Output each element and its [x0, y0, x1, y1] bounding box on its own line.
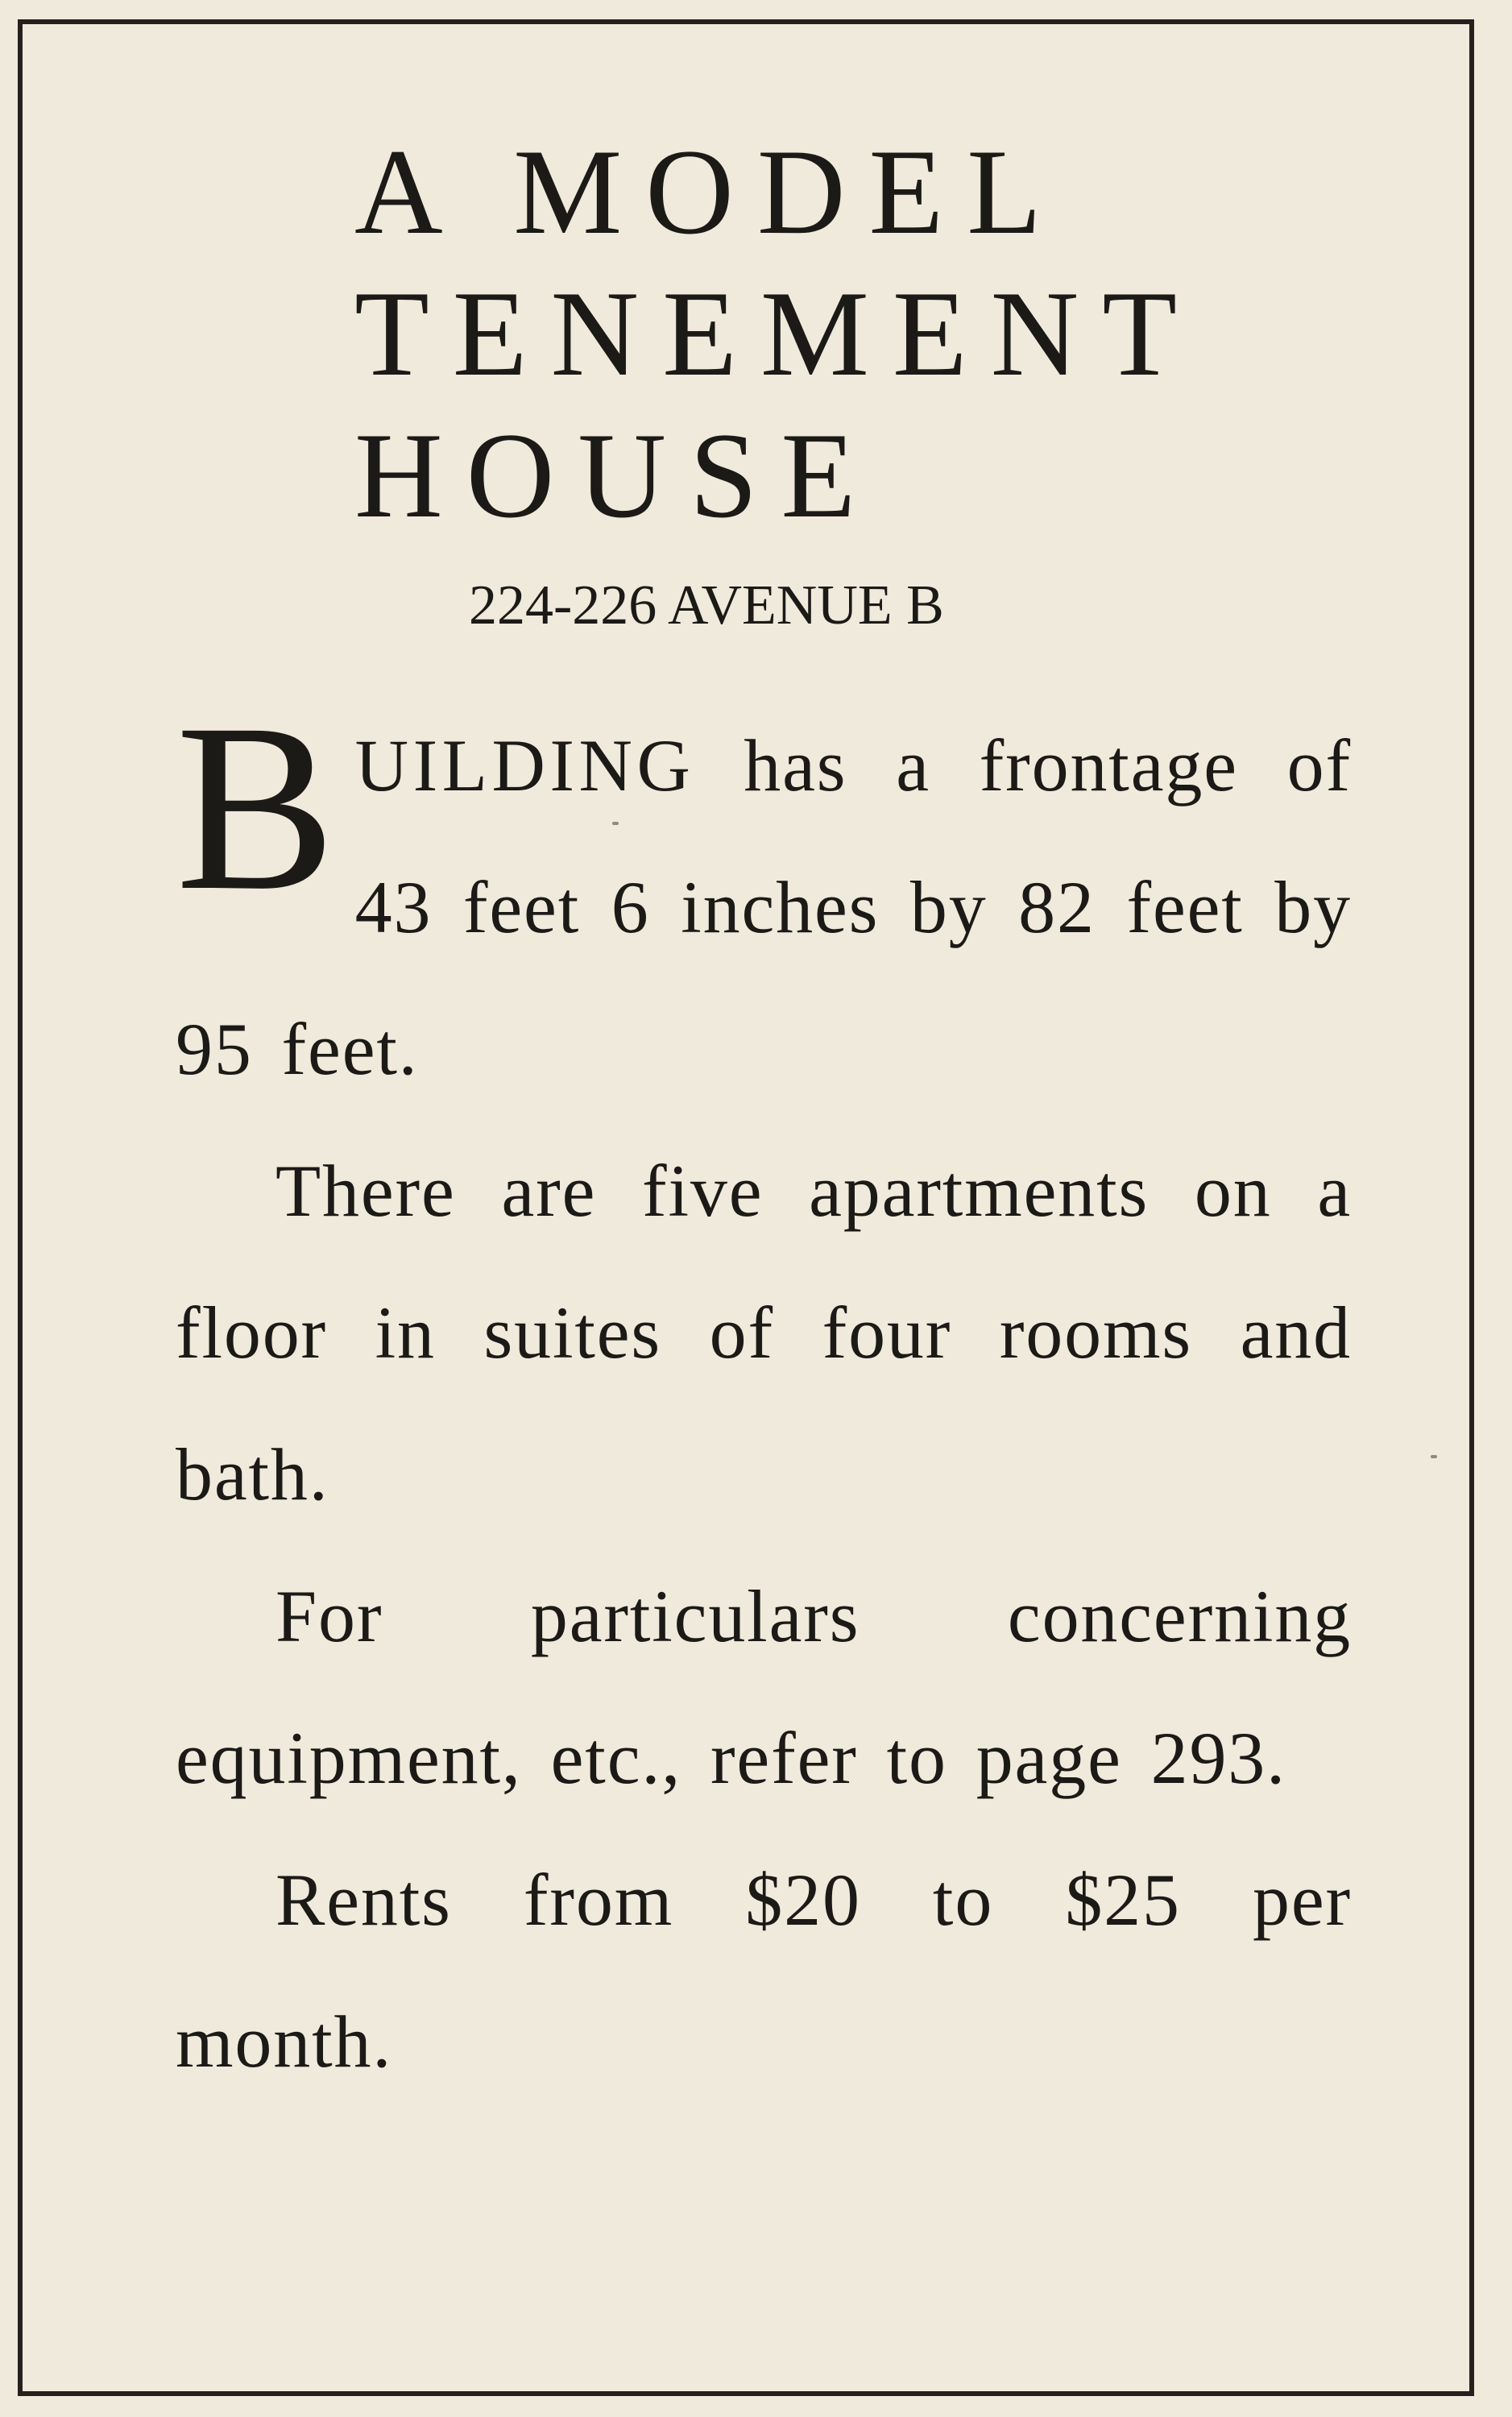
- address-subtitle: 224-226 AVENUE B: [469, 574, 944, 636]
- drop-cap: B: [176, 674, 338, 940]
- paragraph-apartments: There are five apartments on a floor in suites of four rooms and bath.: [176, 1150, 1352, 1515]
- paragraph-rents: Rents from $20 to $25 per month.: [176, 1859, 1352, 2083]
- paragraph-particulars: For particulars concerning equipment, etc., refer to page 293.: [176, 1575, 1352, 1799]
- title-line: HOUSE: [354, 408, 880, 543]
- title-line: A MODEL: [354, 124, 1065, 259]
- lead-caps: UILDING: [354, 724, 695, 806]
- paper-speck: [1431, 1455, 1437, 1458]
- paragraph-frontage: [176, 674, 1352, 1120]
- paper-speck: [612, 822, 619, 825]
- page-title: [354, 121, 1200, 546]
- paragraph-text: has a frontage of 43 feet 6 inches by 82 feet by 95 feet.: [176, 724, 1352, 1090]
- body-text: [176, 674, 1352, 2112]
- title-line: TENEMENT: [354, 266, 1200, 401]
